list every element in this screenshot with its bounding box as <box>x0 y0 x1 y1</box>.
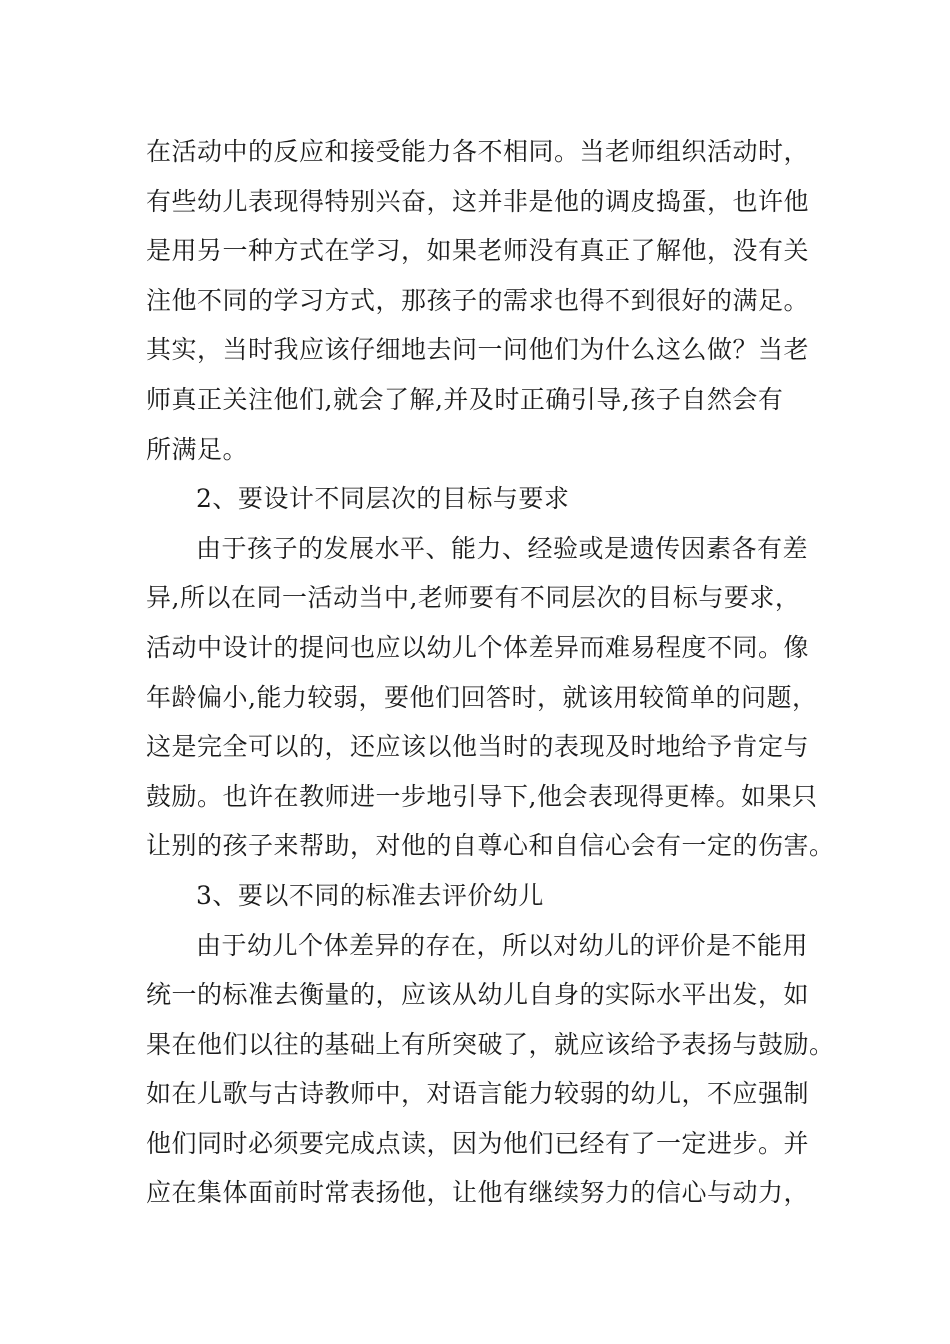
text-line: 其实，当时我应该仔细地去问一问他们为什么这么做？当老 <box>146 335 810 365</box>
text-line: 注他不同的学习方式，那孩子的需求也得不到很好的满足。 <box>146 285 810 315</box>
section-heading: 2、要设计不同层次的目标与要求 <box>196 484 570 514</box>
text-line: 这是完全可以的，还应该以他当时的表现及时地给予肯定与 <box>146 732 810 762</box>
text-line: 活动中设计的提问也应以幼儿个体差异而难易程度不同。像 <box>146 632 810 662</box>
text-line: 是用另一种方式在学习，如果老师没有真正了解他，没有关 <box>146 236 810 266</box>
text-line: 年龄偏小,能力较弱，要他们回答时，就该用较简单的问题， <box>146 682 818 712</box>
text-line: 在活动中的反应和接受能力各不相同。当老师组织活动时， <box>146 137 810 166</box>
text-line: 有些幼儿表现得特别兴奋，这并非是他的调皮捣蛋，也许他 <box>146 186 810 216</box>
text-line: 师真正关注他们,就会了解,并及时正确引导,孩子自然会有 <box>146 384 784 414</box>
body-text <box>146 127 835 1218</box>
text-line: 应在集体面前时常表扬他，让他有继续努力的信心与动力， <box>146 1178 810 1208</box>
text-line: 让别的孩子来帮助，对他的自尊心和自信心会有一定的伤害。 <box>146 831 835 861</box>
text-line: 如在儿歌与古诗教师中，对语言能力较弱的幼儿，不应强制 <box>146 1079 810 1109</box>
text-line: 鼓励。也许在教师进一步地引导下,他会表现得更棒。如果只 <box>146 781 818 811</box>
text-line: 他们同时必须要完成点读，因为他们已经有了一定进步。并 <box>146 1128 810 1158</box>
text-line: 果在他们以往的基础上有所突破了，就应该给予表扬与鼓励。 <box>146 1029 835 1059</box>
text-line: 异,所以在同一活动当中,老师要有不同层次的目标与要求， <box>146 583 801 613</box>
section-heading: 3、要以不同的标准去评价幼儿 <box>196 880 544 910</box>
text-line: 统一的标准去衡量的，应该从幼儿自身的实际水平出发，如 <box>146 980 810 1010</box>
text-line: 所满足。 <box>146 434 249 464</box>
paragraph-start: 由于幼儿个体差异的存在，所以对幼儿的评价是不能用 <box>196 930 809 960</box>
paragraph-start: 由于孩子的发展水平、能力、经验或是遗传因素各有差 <box>196 533 809 563</box>
